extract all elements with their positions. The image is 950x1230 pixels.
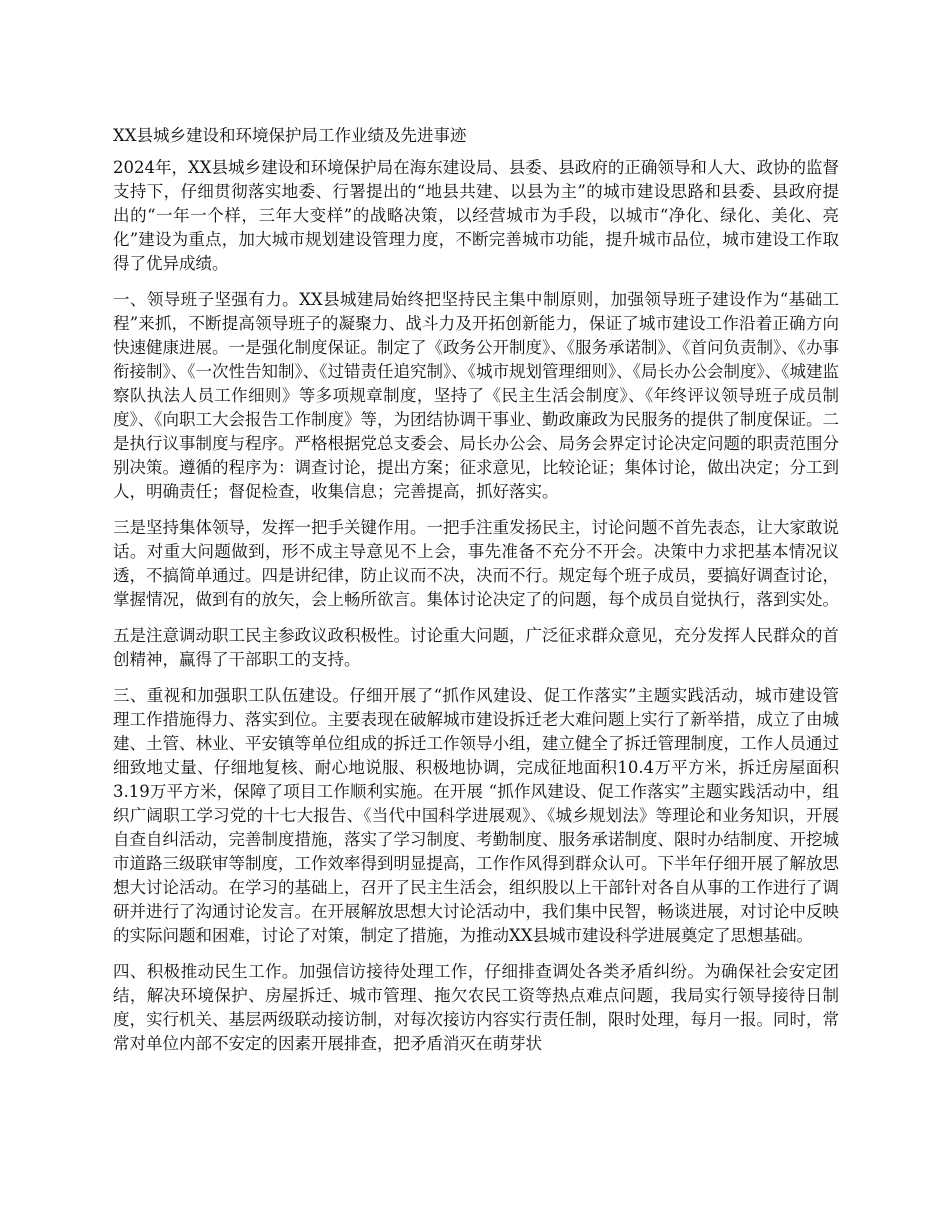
paragraph-intro: 2024年，XX县城乡建设和环境保护局在海东建设局、县委、县政府的正确领导和人大、政协的监督支持下，仔细贯彻落实地委、行署提出的“地县共建、以县为主”的城市建设思路和县委、县政府提出的“一年一个样，三年大变样”的战略决策，以经营城市为手段，以城市“净化、绿化、美化、亮化”建设为重点，加大城市规划建设管理力度，不断完善城市功能，提升城市品位，城市建设工作取得了优异成绩。: [113, 158, 839, 273]
paragraph-livelihood: 四、积极推动民生工作。加强信访接待处理工作，仔细排查调处各类矛盾纠纷。为确保社会安定团结，解决环境保护、房屋拆迁、城市管理、拖欠农民工资等热点难点问题，我局实行领导接待日制度，实行机关、基层两级联动接访制，对每次接访内容实行责任制，限时处理，每月一报。同时，常常对单位内部不安定的因素开展排查，把矛盾消灭在萌芽状: [113, 962, 839, 1053]
paragraph-staff-team: 三、重视和加强职工队伍建设。仔细开展了“抓作风建设、促工作落实”主题实践活动，城市建设管理工作措施得力、落实到位。主要表现在破解城市建设拆迁老大难问题上实行了新举措，成立了由城建、土管、林业、平安镇等单位组成的拆迁工作领导小组，建立健全了拆迁管理制度，工作人员通过细致地丈量、仔细地复核、耐心地说服、积极地协调，完成征地面积10.4万平方米，拆迁房屋面积3.19万平方米，保障了项目工作顺利实施。在开展 “抓作风建设、促工作落实”主题实践活动中，组织广阔职工学习党的十七大报告、《当代中国科学进展观》、《城乡规划法》等理论和业务知识，开展自查自纠活动，完善制度措施，落实了学习制度、考勤制度、服务承诺制度、限时办结制度、开挖城市道路三级联审等制度，工作效率得到明显提高，工作作风得到群众认可。下半年仔细开展了解放思想大讨论活动。在学习的基础上，召开了民主生活会，组织股以上干部针对各自从事的工作进行了调研并进行了沟通讨论发言。在开展解放思想大讨论活动中，我们集中民智，畅谈进展，对讨论中反映的实际问题和困难，讨论了对策，制定了措施，为推动XX县城市建设科学进展奠定了思想基础。: [113, 686, 839, 945]
paragraph-collective-leadership: 三是坚持集体领导，发挥一把手关键作用。一把手注重发扬民主，讨论问题不首先表态，让大家敢说话。对重大问题做到，形不成主导意见不上会，事先准备不充分不开会。决策中力求把基本情况议透，不搞简单通过。四是讲纪律，防止议而不决，决而不行。规定每个班子成员，要搞好调查讨论，掌握情况，做到有的放矢，会上畅所欲言。集体讨论决定了的问题，每个成员自觉执行，落到实处。: [113, 518, 839, 609]
document-title: XX县城乡建设和环境保护局工作业绩及先进事迹: [113, 126, 467, 145]
paragraph-democratic-participation: 五是注意调动职工民主参政议政积极性。讨论重大问题，广泛征求群众意见，充分发挥人民群众的首创精神，赢得了干部职工的支持。: [113, 626, 839, 669]
paragraph-leadership: 一、领导班子坚强有力。XX县城建局始终把坚持民主集中制原则，加强领导班子建设作为“基础工程”来抓，不断提高领导班子的凝聚力、战斗力及开拓创新能力，保证了城市建设工作沿着正确方向快速健康进展。一是强化制度保证。制定了《政务公开制度》、《服务承诺制》、《首问负责制》、《办事衔接制》、《一次性告知制》、《过错责任追究制》、《城市规划管理细则》、《局长办公会制度》、《城建监察队执法人员工作细则》等多项规章制度，坚持了《民主生活会制度》、《年终评议领导班子成员制度》、《向职工大会报告工作制度》等，为团结协调干事业、勤政廉政为民服务的提供了制度保证。二是执行议事制度与程序。严格根据党总支委会、局长办公会、局务会界定讨论决定问题的职责范围分别决策。遵循的程序为：调查讨论，提出方案；征求意见，比较论证；集体讨论，做出决定；分工到人，明确责任；督促检查，收集信息；完善提高，抓好落实。: [113, 290, 839, 501]
document-page: [113, 124, 839, 1068]
